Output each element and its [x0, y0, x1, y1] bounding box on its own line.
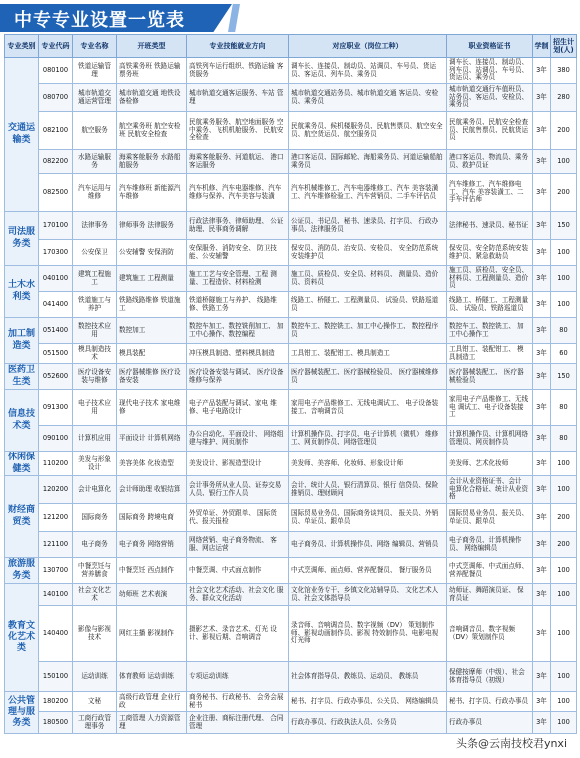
table-row: [5, 426, 577, 452]
cert-cell: 秘书、打字员、行政办事员: [447, 692, 533, 712]
plan-cell: 150: [551, 212, 577, 240]
plan-cell: 100: [551, 712, 577, 734]
jobs-cell: 电子商务员、计算机操作员、网络 编辑员、营销员: [289, 532, 447, 558]
jobs-cell: 行政办事员、行政执法人员、公务员: [289, 712, 447, 734]
cert-cell: 汽车维修工、汽车维修电工、汽车 美容装潢工、二手车评估师: [447, 174, 533, 212]
duration-cell: 3年: [533, 58, 551, 84]
duration-cell: 3年: [533, 558, 551, 584]
cert-cell: 会计从业资格证书、会计 电算化合格证、统计从业资格: [447, 476, 533, 504]
skill-cell: 行政法律事务、律师助理、 公证助理、民事商务调解: [187, 212, 289, 240]
code-cell: 140100: [39, 584, 73, 606]
duration-cell: 3年: [533, 390, 551, 426]
duration-cell: 3年: [533, 364, 551, 390]
duration-cell: 3年: [533, 344, 551, 364]
cert-cell: 调车长、连接员、制动员、列车员、站调员、车号员、货运员、乘务员: [447, 58, 533, 84]
plan-cell: 200: [551, 532, 577, 558]
plan-cell: 280: [551, 84, 577, 112]
jobs-cell: 文化馆业务专干、乡镇文化站辅导员、 文化艺术人员、社会文体指导员: [289, 584, 447, 606]
jobs-cell: 汽车机械维修工、汽车电器维修工、汽车 美容装潢工、汽车维修检验工、汽车营销员、二手车评估员: [289, 174, 447, 212]
duration-cell: 3年: [533, 662, 551, 692]
table-row: [5, 712, 577, 734]
cert-cell: 施工员、质检员、安全员、 材料员、工程测量员、造价员: [447, 266, 533, 292]
jobs-cell: 秘书、打字员、行政办事员、公关员、 网络编辑员: [289, 692, 447, 712]
plan-cell: 100: [551, 662, 577, 692]
class-type-cell: 中餐烹饪 西点制作: [117, 558, 187, 584]
cert-cell: 城市轨道交通行车值班员、站务员、客运员、安检员、乘务员: [447, 84, 533, 112]
plan-cell: 60: [551, 344, 577, 364]
duration-cell: 3年: [533, 532, 551, 558]
cert-cell: 保安员、安全防范系统安装 维护员、紧急救助员: [447, 240, 533, 266]
code-cell: 130700: [39, 558, 73, 584]
skill-cell: 企业注册、商标注册代理、 合同管理: [187, 712, 289, 734]
category-cell: 休闲保健类: [5, 452, 39, 476]
plan-cell: 100: [551, 292, 577, 318]
duration-cell: 3年: [533, 266, 551, 292]
skill-cell: 专项运动训练: [187, 662, 289, 692]
code-cell: 082200: [39, 150, 73, 174]
skill-cell: 民航乘务服务、航空地面服务 空中乘务、飞机机舱服务、 民航安全检查: [187, 112, 289, 150]
plan-cell: 80: [551, 426, 577, 452]
class-type-cell: 模具装配: [117, 344, 187, 364]
code-cell: 120200: [39, 476, 73, 504]
name-cell: 城市轨道交通运营管理: [73, 84, 117, 112]
cert-cell: 法律秘书、速录员、秘书证: [447, 212, 533, 240]
plan-cell: 100: [551, 452, 577, 476]
category-cell: 土木水利类: [5, 266, 39, 318]
class-type-cell: 城市轨道交通 地铁设备检修: [117, 84, 187, 112]
jobs-cell: 录音师、音响调音员、数字视频（DV） 策划制作师、影视动画制作员、影视 特效制作员、电影电视灯光师: [289, 606, 447, 662]
cert-cell: 美发师、艺术化妆师: [447, 452, 533, 476]
class-type-cell: 工商管理 人力资源管理: [117, 712, 187, 734]
code-cell: 080700: [39, 84, 73, 112]
header-duration: 学制: [533, 35, 551, 58]
skill-cell: 摄影艺术、录音艺术、灯光 设计、影视后期、音响调音: [187, 606, 289, 662]
cert-cell: 线路工、桥隧工、工程测量员、 试验员、铁路巡道员: [447, 292, 533, 318]
name-cell: 会计电算化: [73, 476, 117, 504]
code-cell: 110200: [39, 452, 73, 476]
jobs-cell: 公证员、书记员、秘书、速录员、打字员、 行政办事员、法律服务员: [289, 212, 447, 240]
skill-cell: 美发设计、影视造型设计: [187, 452, 289, 476]
table-row: [5, 212, 577, 240]
table-row: [5, 150, 577, 174]
duration-cell: 3年: [533, 692, 551, 712]
cert-cell: 音响调音员、数字视频 （DV）策划制作员: [447, 606, 533, 662]
skill-cell: 办公自动化、平面设计、 网络组建与维护、网页制作: [187, 426, 289, 452]
skill-cell: 铁道桥隧施工与养护、 线路维修、铁路工务: [187, 292, 289, 318]
class-type-cell: 数控加工: [117, 318, 187, 344]
duration-cell: 3年: [533, 112, 551, 150]
code-cell: 051400: [39, 318, 73, 344]
name-cell: 模具制造技术: [73, 344, 117, 364]
jobs-cell: 港口客运员、国际邮轮、海船乘务员、河道运输船舶乘务员: [289, 150, 447, 174]
cert-cell: 家用电子产品维修工、无线电 调试工、电子设备装接工: [447, 390, 533, 426]
table-row: [5, 364, 577, 390]
class-type-cell: 网红主播 影视制作: [117, 606, 187, 662]
code-cell: 040100: [39, 266, 73, 292]
jobs-cell: 数控车工、数控铣工、加工中心操作工、 数控程序员: [289, 318, 447, 344]
cert-cell: 医疗器械装配工、 医疗器械检验员: [447, 364, 533, 390]
duration-cell: 3年: [533, 84, 551, 112]
code-cell: 180500: [39, 712, 73, 734]
skill-cell: 数控车加工、数控铣削加工、 加工中心操作、数控编程: [187, 318, 289, 344]
header-jobs: 对应职业（岗位工种）: [289, 35, 447, 58]
skill-cell: 外贸单证、外贸跟单、 国际货代、报关报检: [187, 504, 289, 532]
jobs-cell: 保安员、消防员、治安员、安检员、 安全防范系统安装维护员: [289, 240, 447, 266]
plan-cell: 100: [551, 476, 577, 504]
jobs-cell: 社会体育指导员、教练员、运动员、 教练员: [289, 662, 447, 692]
skill-cell: 海乘客舱服务、河道航运、 港口客运服务: [187, 150, 289, 174]
table-row: [5, 558, 577, 584]
duration-cell: 3年: [533, 452, 551, 476]
cert-cell: 港口客运员、物流员、乘务员、救护员证: [447, 150, 533, 174]
class-type-cell: 电子商务 网络营销: [117, 532, 187, 558]
code-cell: 121100: [39, 532, 73, 558]
class-type-cell: 高级行政管理 企业行政: [117, 692, 187, 712]
title-banner: [0, 0, 580, 36]
duration-cell: 3年: [533, 174, 551, 212]
header-category: 专业类别: [5, 35, 39, 58]
name-cell: 社会文化艺术: [73, 584, 117, 606]
jobs-cell: 线路工、桥隧工、工程测量员、 试验员、铁路巡道员: [289, 292, 447, 318]
skill-cell: 网络营销、电子商务物流、 客服、网店运营: [187, 532, 289, 558]
name-cell: 中餐烹饪与营养膳食: [73, 558, 117, 584]
header-plan: 招生计划(人): [551, 35, 577, 58]
table-row: [5, 292, 577, 318]
category-cell: 医药卫生类: [5, 364, 39, 390]
jobs-cell: 城市轨道交通站务员、城市轨道交通 客运员、安检员、乘务员: [289, 84, 447, 112]
plan-cell: 100: [551, 584, 577, 606]
class-type-cell: 高铁乘务班 铁路运输 票务班: [117, 58, 187, 84]
duration-cell: 3年: [533, 240, 551, 266]
name-cell: 建筑工程施工: [73, 266, 117, 292]
plan-cell: 100: [551, 266, 577, 292]
class-type-cell: 航空乘务班 航空安检班 民航安全检查: [117, 112, 187, 150]
plan-cell: 100: [551, 692, 577, 712]
class-type-cell: 医疗器械维修 医疗设备安装: [117, 364, 187, 390]
skill-cell: 安保服务、消防安全、 防卫技能、公安辅警: [187, 240, 289, 266]
program-table: [4, 34, 577, 734]
table-row: [5, 584, 577, 606]
skill-cell: 施工工艺与安全管理、工程 测量、工程造价、材料检测: [187, 266, 289, 292]
cert-cell: 民航乘务员、民航安全检查员、民航售票员、民航货运员: [447, 112, 533, 150]
plan-cell: 200: [551, 112, 577, 150]
class-type-cell: 铁路线路维修 铁道施工: [117, 292, 187, 318]
plan-cell: 100: [551, 240, 577, 266]
class-type-cell: 幼师班 艺术表演: [117, 584, 187, 606]
plan-cell: 200: [551, 504, 577, 532]
skill-cell: 医疗设备安装与调试、 医疗设备维修与保养: [187, 364, 289, 390]
watermark: 头条@云南技校君ynxi: [453, 734, 570, 752]
class-type-cell: 汽车维修班 新能源汽车维修: [117, 174, 187, 212]
table-row: [5, 504, 577, 532]
table-row: [5, 344, 577, 364]
skill-cell: 城市轨道交通客运服务、车站 管理: [187, 84, 289, 112]
jobs-cell: 国际贸易业务员、国际商务谈判员、 报关员、外销员、单证员、跟单员: [289, 504, 447, 532]
table-row: [5, 318, 577, 344]
skill-cell: 汽车机修、汽车电器维修、汽车 维修与保养、汽车美容与装潢: [187, 174, 289, 212]
plan-cell: 80: [551, 390, 577, 426]
code-cell: 052600: [39, 364, 73, 390]
jobs-cell: 民航乘务员、候机楼服务员、民航售票员、航空安全员、航空货运员、航空服务员: [289, 112, 447, 150]
jobs-cell: 计算机操作员、打字员、电子计算机（微机） 维修工、网页制作员、网络管理员: [289, 426, 447, 452]
class-type-cell: 美容美体 化妆造型: [117, 452, 187, 476]
code-cell: 140400: [39, 606, 73, 662]
jobs-cell: 中式烹调师、面点师、营养配餐员、 餐厅服务员: [289, 558, 447, 584]
skill-cell: 电子产品装配与调试、家电 维修、电子电路设计: [187, 390, 289, 426]
plan-cell: 100: [551, 606, 577, 662]
class-type-cell: 公安辅警 安保消防: [117, 240, 187, 266]
code-cell: 051500: [39, 344, 73, 364]
category-cell: 加工制造类: [5, 318, 39, 364]
class-type-cell: 体育教师 运动训练: [117, 662, 187, 692]
name-cell: 铁道运输管理: [73, 58, 117, 84]
cert-cell: 幼师证、舞蹈演员证、 保育员证: [447, 584, 533, 606]
table-row: [5, 662, 577, 692]
duration-cell: 3年: [533, 318, 551, 344]
skill-cell: 社会文化艺术活动、社会文化 服务、群众文化活动: [187, 584, 289, 606]
name-cell: 国际商务: [73, 504, 117, 532]
name-cell: 电子技术应用: [73, 390, 117, 426]
duration-cell: 3年: [533, 212, 551, 240]
page-title: 中专专业设置一览表: [14, 10, 185, 31]
code-cell: 170300: [39, 240, 73, 266]
name-cell: 医疗设备安装与维修: [73, 364, 117, 390]
plan-cell: 150: [551, 364, 577, 390]
table-row: [5, 174, 577, 212]
category-cell: 教育文化艺术类: [5, 584, 39, 692]
table-row: [5, 112, 577, 150]
duration-cell: 3年: [533, 150, 551, 174]
name-cell: 影像与影视技术: [73, 606, 117, 662]
jobs-cell: 工具钳工、装配钳工、模具制造工: [289, 344, 447, 364]
cert-cell: 行政办事员: [447, 712, 533, 734]
plan-cell: 200: [551, 174, 577, 212]
cert-cell: 国际贸易业务员、报关员、 单证员、跟单员: [447, 504, 533, 532]
skill-cell: 会计事务所从业人员、证券交易 人员、银行工作人员: [187, 476, 289, 504]
duration-cell: 3年: [533, 426, 551, 452]
table-row: [5, 692, 577, 712]
header-class-type: 开班类型: [117, 35, 187, 58]
class-type-cell: 现代电子技术 家电维修: [117, 390, 187, 426]
name-cell: 电子商务: [73, 532, 117, 558]
jobs-cell: 调车长、连接员、制动员、站调员、车号员、货运员、客运员、列车员、乘务员: [289, 58, 447, 84]
code-cell: 150100: [39, 662, 73, 692]
name-cell: 工商行政管理事务: [73, 712, 117, 734]
table-body: [5, 58, 577, 734]
name-cell: 文秘: [73, 692, 117, 712]
name-cell: 运动训练: [73, 662, 117, 692]
header-code: 专业代码: [39, 35, 73, 58]
class-type-cell: 建筑施工 工程测量: [117, 266, 187, 292]
table-row: [5, 532, 577, 558]
skill-cell: 冲压模具制造、塑料模具制造: [187, 344, 289, 364]
code-cell: 090100: [39, 426, 73, 452]
category-cell: 公共管理与服务类: [5, 692, 39, 734]
jobs-cell: 施工员、质检员、安全员、材料员、 测量员、造价员、资料员: [289, 266, 447, 292]
header-cert: 职业资格证书: [447, 35, 533, 58]
category-cell: 旅游服务类: [5, 558, 39, 584]
class-type-cell: 海乘客舱服务 水路船舶服务: [117, 150, 187, 174]
table-row: [5, 240, 577, 266]
category-cell: 司法服务类: [5, 212, 39, 266]
cert-cell: 工具钳工、装配钳工、 模具制造工: [447, 344, 533, 364]
skill-cell: 商务秘书、行政秘书、 会务会展秘书: [187, 692, 289, 712]
table-row: [5, 606, 577, 662]
skill-cell: 中餐烹调、中式面点制作: [187, 558, 289, 584]
table-row: [5, 452, 577, 476]
jobs-cell: 家用电子产品维修工、无线电调试工、 电子设备装接工、音响调音员: [289, 390, 447, 426]
duration-cell: 3年: [533, 606, 551, 662]
duration-cell: 3年: [533, 584, 551, 606]
duration-cell: 3年: [533, 504, 551, 532]
header-name: 专业名称: [73, 35, 117, 58]
plan-cell: 80: [551, 318, 577, 344]
category-cell: 财经商贸类: [5, 476, 39, 558]
code-cell: 121200: [39, 504, 73, 532]
plan-cell: 100: [551, 150, 577, 174]
code-cell: 041400: [39, 292, 73, 318]
table-row: [5, 266, 577, 292]
class-type-cell: 律师事务 法律服务: [117, 212, 187, 240]
name-cell: 计算机应用: [73, 426, 117, 452]
name-cell: 数控技术应用: [73, 318, 117, 344]
code-cell: 082100: [39, 112, 73, 150]
table-row: [5, 476, 577, 504]
category-cell: 信息技术类: [5, 390, 39, 452]
name-cell: 汽车运用与维修: [73, 174, 117, 212]
duration-cell: 3年: [533, 712, 551, 734]
cert-cell: 中式烹调师、中式面点师、 营养配餐员: [447, 558, 533, 584]
class-type-cell: 平面设计 计算机网络: [117, 426, 187, 452]
table-header-row: [5, 35, 577, 58]
duration-cell: 3年: [533, 476, 551, 504]
cert-cell: 电子商务员、计算机操作员、 网络编辑员: [447, 532, 533, 558]
code-cell: 091300: [39, 390, 73, 426]
name-cell: 航空服务: [73, 112, 117, 150]
name-cell: 美发与形象设计: [73, 452, 117, 476]
jobs-cell: 美发师、美容师、化妆师、形象设计师: [289, 452, 447, 476]
table-row: [5, 390, 577, 426]
code-cell: 170100: [39, 212, 73, 240]
duration-cell: 3年: [533, 292, 551, 318]
plan-cell: 380: [551, 58, 577, 84]
code-cell: 080100: [39, 58, 73, 84]
header-skill: 专业技能就业方向: [187, 35, 289, 58]
code-cell: 180200: [39, 692, 73, 712]
class-type-cell: 会计师助理 收银结算: [117, 476, 187, 504]
name-cell: 铁道施工与养护: [73, 292, 117, 318]
table-row: [5, 84, 577, 112]
skill-cell: 高铁列车运行组织、铁路运输 客货服务: [187, 58, 289, 84]
title-stripe: [228, 4, 240, 32]
cert-cell: 保健按摩师（中级）、社会 体育指导员（初级）: [447, 662, 533, 692]
jobs-cell: 会计、统计人员、银行清算员、银行 信贷员、保险推销员、理财顾问: [289, 476, 447, 504]
category-cell: 交通运输类: [5, 58, 39, 212]
plan-cell: 100: [551, 558, 577, 584]
name-cell: 公安保卫: [73, 240, 117, 266]
code-cell: 082500: [39, 174, 73, 212]
cert-cell: 计算机操作员、计算机网络 管理员、网页制作员: [447, 426, 533, 452]
name-cell: 法律事务: [73, 212, 117, 240]
class-type-cell: 国际商务 跨境电商: [117, 504, 187, 532]
jobs-cell: 医疗器械装配工、医疗器械检验员、 医疗器械维修员: [289, 364, 447, 390]
cert-cell: 数控车工、数控铣工、 加工中心操作工: [447, 318, 533, 344]
table-row: [5, 58, 577, 84]
name-cell: 水路运输服务: [73, 150, 117, 174]
